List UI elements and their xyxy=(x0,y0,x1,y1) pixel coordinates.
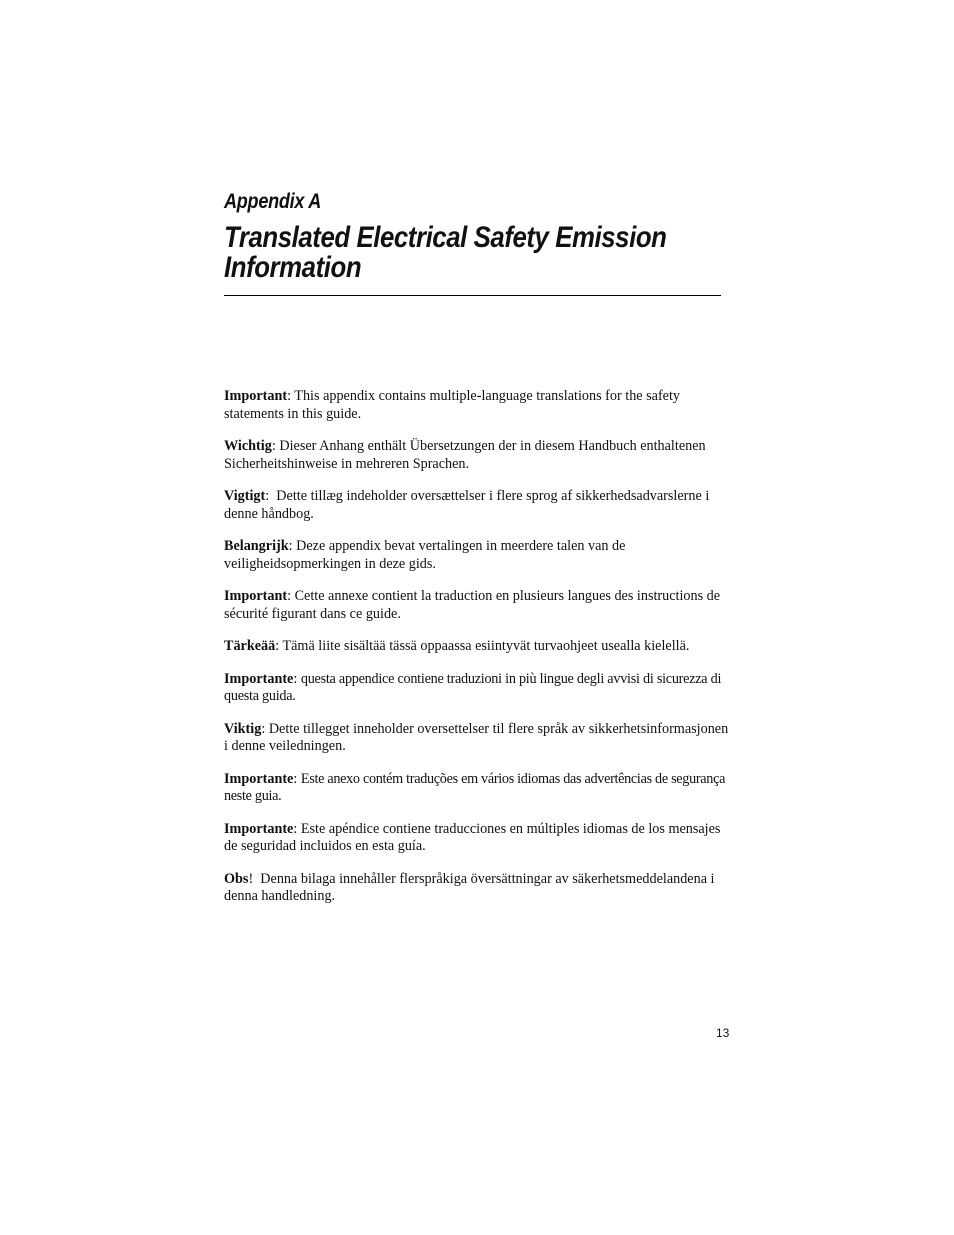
translated-notices xyxy=(224,388,734,921)
notice-text: Este anexo contém traduções em vários idiomas das advertências de segurança neste guia. xyxy=(224,770,726,804)
notice-label: Important xyxy=(224,588,288,604)
notice-separator: : xyxy=(271,438,280,454)
notice-dutch xyxy=(224,538,734,573)
page-number: 13 xyxy=(716,1026,730,1040)
notice-text: Deze appendix bevat vertalingen in meerdere talen van de veiligheidsopmerkingen in deze gids. xyxy=(224,538,626,572)
notice-text: Cette annexe contient la traduction en plusieurs langues des instructions de sécurité figurant dans ce guide. xyxy=(224,588,721,622)
notice-text: Dette tillegget inneholder oversettelser til flere språk av sikkerhetsinformasjonen i denne veiledningen. xyxy=(224,720,729,754)
notice-label: Important xyxy=(224,388,288,404)
notice-english xyxy=(224,388,734,423)
appendix-label: Appendix A xyxy=(224,190,322,213)
chapter-title: Translated Electrical Safety Emission Information xyxy=(224,221,667,284)
notice-separator: : xyxy=(261,720,269,737)
notice-label: Importante xyxy=(224,770,294,787)
notice-label: Importante xyxy=(224,820,294,837)
notice-german xyxy=(224,438,734,473)
notice-separator: : xyxy=(293,770,301,787)
notice-text: Tämä liite sisältää tässä oppaassa esiintyvät turvaohjeet usealla kielellä. xyxy=(282,638,690,654)
notice-swedish xyxy=(224,871,734,906)
notice-french xyxy=(224,588,734,623)
notice-separator: : xyxy=(275,638,283,654)
notice-portuguese xyxy=(224,771,734,806)
notice-italian xyxy=(224,671,734,706)
notice-label: Tärkeää xyxy=(224,638,276,654)
notice-separator: : xyxy=(287,388,295,404)
notice-label: Wichtig xyxy=(224,438,272,454)
notice-label: Importante xyxy=(224,670,294,687)
notice-finnish xyxy=(224,638,734,656)
notice-separator: : xyxy=(288,538,297,554)
notice-text: Dieser Anhang enthält Übersetzungen der in diesem Handbuch enthaltenen Sicherheitshinweise in mehreren Sprachen. xyxy=(224,438,706,472)
notice-text: Este apéndice contiene traducciones en múltiples idiomas de los mensajes de seguridad incluidos en esta guía. xyxy=(224,820,721,854)
notice-text: Dette tillæg indeholder oversættelser i flere sprog af sikkerhedsadvarslerne i denne håndbog. xyxy=(224,488,710,522)
notice-label: Viktig xyxy=(224,720,262,737)
notice-text: This appendix contains multiple-language translations for the safety statements in this guide. xyxy=(224,388,681,422)
notice-text: questa appendice contiene traduzioni in più lingue degli avvisi di sicurezza di questa guida. xyxy=(224,670,722,704)
notice-separator: : xyxy=(293,670,301,687)
notice-text: Denna bilaga innehåller flerspråkiga översättningar av säkerhetsmeddelandena i denna handledning. xyxy=(224,870,715,904)
notice-label: Vigtigt xyxy=(224,488,266,504)
notice-separator: ! xyxy=(248,870,261,887)
notice-separator: : xyxy=(287,588,295,604)
notice-label: Belangrijk xyxy=(224,538,289,554)
notice-norwegian xyxy=(224,721,734,756)
notice-spanish xyxy=(224,821,734,856)
notice-separator: : xyxy=(293,820,301,837)
notice-label: Obs xyxy=(224,870,249,887)
title-divider xyxy=(224,295,721,296)
notice-danish xyxy=(224,488,734,523)
notice-separator: : xyxy=(265,488,277,504)
